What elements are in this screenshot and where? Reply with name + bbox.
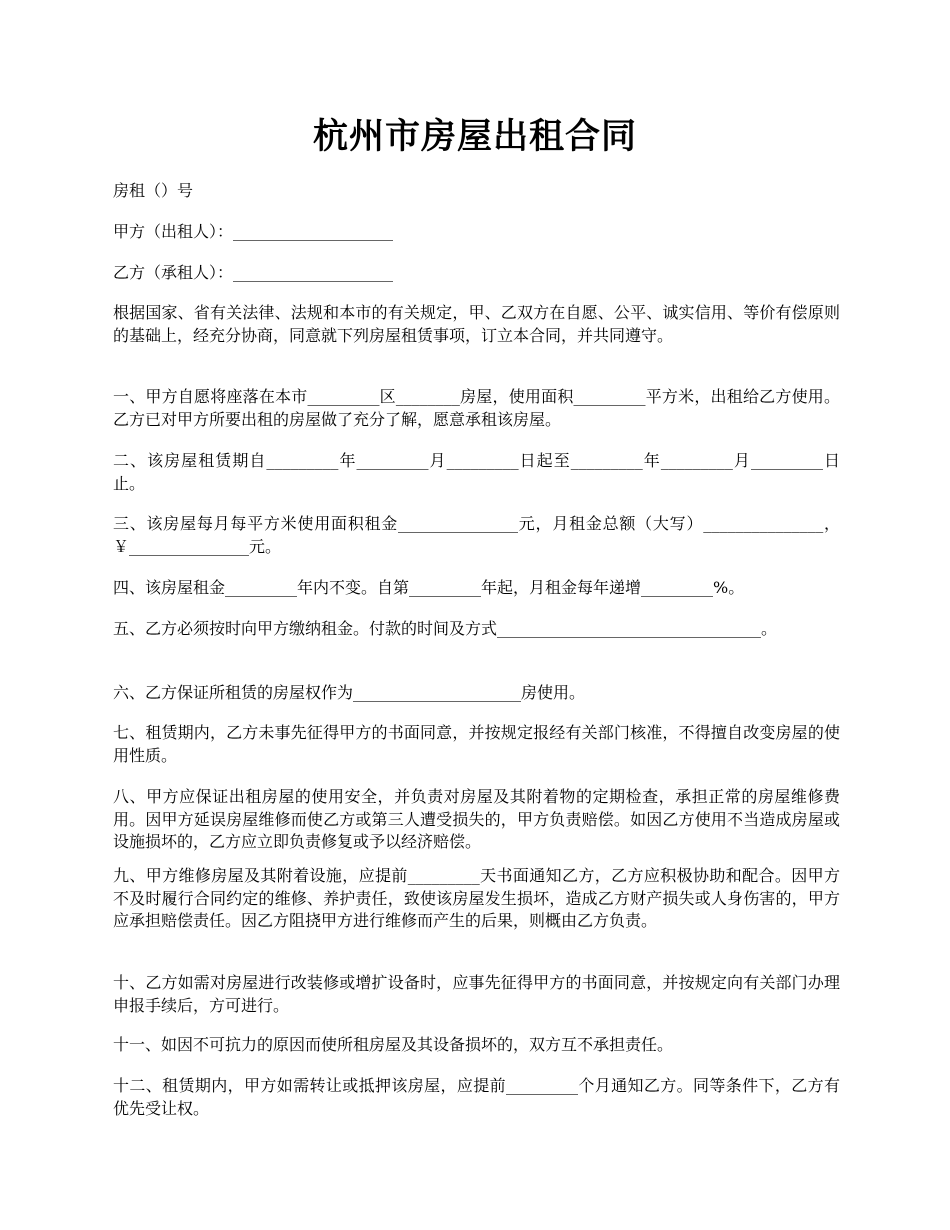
- clause-4: 四、该房屋租金_________年内不变。自第_________年起，月租金每年递增_________%。: [113, 578, 745, 597]
- clause-5: 五、乙方必须按时向甲方缴纳租金。付款的时间及方式_________________________________。: [113, 619, 778, 638]
- clause-2: 二、该房屋租赁期自_________年_________月_________日起至_________年_________月_________日止。: [113, 451, 840, 493]
- clause-1: 一、甲方自愿将座落在本市_________区________房屋，使用面积_________平方米，出租给乙方使用。乙方已对甲方所要出租的房屋做了充分了解，愿意承租该房屋。: [113, 387, 840, 429]
- clause-6: 六、乙方保证所租赁的房屋权作为_____________________房使用。: [113, 683, 586, 702]
- clause-12: 十二、租赁期内，甲方如需转让或抵押该房屋，应提前_________个月通知乙方。同等条件下，乙方有优先受让权。: [113, 1076, 840, 1118]
- contract-number: 房租（）号: [113, 181, 194, 200]
- clause-10: 十、乙方如需对房屋进行改装修或增扩设备时，应事先征得甲方的书面同意，并按规定向有关部门办理申报手续后，方可进行。: [113, 973, 840, 1015]
- clause-11: 十一、如因不可抗力的原因而使所租房屋及其设备损坏的，双方互不承担责任。: [113, 1035, 674, 1054]
- party-b-line: 乙方（承租人）：____________________: [113, 263, 394, 282]
- document-title: 杭州市房屋出租合同: [312, 116, 637, 157]
- clause-7: 七、租赁期内，乙方未事先征得甲方的书面同意，并按规定报经有关部门核准，不得擅自改变房屋的使用性质。: [113, 723, 840, 765]
- clause-3: 三、该房屋每月每平方米使用面积租金_______________元，月租金总额（大写）_______________，￥_______________元。: [113, 514, 840, 556]
- preamble-paragraph: 根据国家、省有关法律、法规和本市的有关规定，甲、乙双方在自愿、公平、诚实信用、等价有偿原则的基础上，经充分协商，同意就下列房屋租赁事项，订立本合同，并共同遵守。: [113, 303, 840, 345]
- clause-8: 八、甲方应保证出租房屋的使用安全，并负责对房屋及其附着物的定期检查，承担正常的房屋维修费用。因甲方延误房屋维修而使乙方或第三人遭受损失的，甲方负责赔偿。如因乙方使用不当造成房屋或设施损坏的，乙方应立即负责修复或予以经济赔偿。: [113, 787, 840, 851]
- clause-9: 九、甲方维修房屋及其附着设施，应提前_________天书面通知乙方，乙方应积极协助和配合。因甲方不及时履行合同约定的维修、养护责任，致使该房屋发生损坏，造成乙方财产损失或人身伤害的，甲方应承担赔偿责任。因乙方阻挠甲方进行维修而产生的后果，则概由乙方负责。: [113, 866, 840, 930]
- party-a-line: 甲方（出租人）：____________________: [113, 222, 394, 241]
